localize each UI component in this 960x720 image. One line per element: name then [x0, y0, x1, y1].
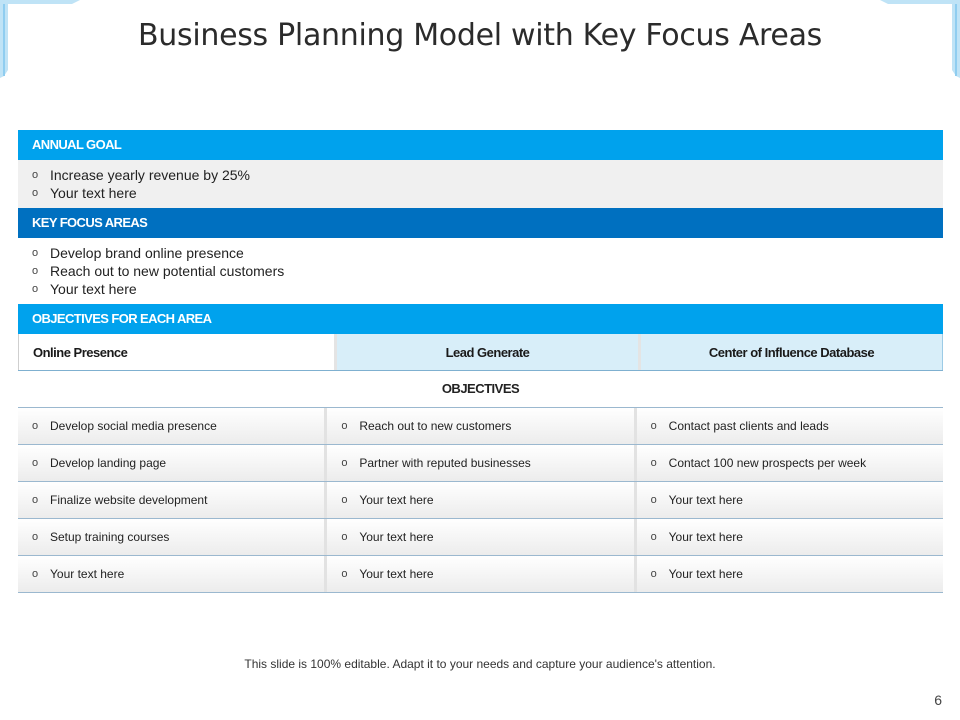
list-item [32, 244, 943, 262]
cell-text: Develop landing page [50, 456, 167, 470]
table-cell [634, 482, 943, 518]
list-item [32, 280, 943, 298]
cell-text: Your text here [359, 567, 434, 581]
table-row [18, 408, 943, 445]
bullet-icon: o [650, 457, 657, 469]
cell-text: Setup training courses [50, 530, 170, 544]
table-cell [18, 408, 324, 444]
planning-table [18, 130, 943, 593]
table-row [18, 445, 943, 482]
bullet-icon: o [32, 169, 39, 181]
cell-text: Your text here [668, 530, 743, 544]
cell-text: Your text here [50, 567, 125, 581]
bullet-icon: o [341, 568, 348, 580]
cell-text: Your text here [359, 530, 434, 544]
bullet-icon: o [650, 531, 657, 543]
bullet-icon: o [32, 265, 39, 277]
bullet-icon: o [341, 457, 348, 469]
list-item-text: Develop brand online presence [50, 245, 244, 261]
objectives-subheader: OBJECTIVES [18, 371, 943, 408]
table-row [18, 482, 943, 519]
table-cell [324, 482, 633, 518]
objectives-header: OBJECTIVES FOR EACH AREA [18, 304, 943, 334]
cell-text: Develop social media presence [50, 419, 217, 433]
list-item [32, 184, 943, 202]
key-focus-areas-list [18, 238, 943, 304]
footer-note: This slide is 100% editable. Adapt it to your needs and capture your audience's attention. [244, 657, 716, 671]
table-cell [324, 408, 633, 444]
bullet-icon: o [341, 531, 348, 543]
table-cell [18, 445, 324, 481]
table-cell [324, 519, 633, 555]
annual-goal-list [18, 160, 943, 208]
bullet-icon: o [650, 420, 657, 432]
table-cell [634, 408, 943, 444]
bullet-icon: o [650, 494, 657, 506]
bullet-icon: o [32, 494, 39, 506]
column-header-online-presence: Online Presence [18, 334, 334, 370]
list-item-text: Reach out to new potential customers [50, 263, 285, 279]
cell-text: Contact past clients and leads [668, 419, 829, 433]
table-row [18, 556, 943, 593]
list-item-text: Your text here [50, 281, 137, 297]
bullet-icon: o [32, 420, 39, 432]
column-header-lead-generate: Lead Generate [334, 334, 638, 370]
key-focus-areas-header: KEY FOCUS AREAS [18, 208, 943, 238]
cell-text: Your text here [359, 493, 434, 507]
list-item-text: Your text here [50, 185, 137, 201]
cell-text: Your text here [668, 493, 743, 507]
bullet-icon: o [32, 457, 39, 469]
bullet-icon: o [32, 531, 39, 543]
list-item [32, 166, 943, 184]
table-row [18, 519, 943, 556]
bullet-icon: o [341, 494, 348, 506]
bullet-icon: o [32, 283, 39, 295]
bullet-icon: o [341, 420, 348, 432]
table-cell [324, 445, 633, 481]
bullet-icon: o [32, 247, 39, 259]
column-header-influence-database: Center of Influence Database [638, 334, 943, 370]
cell-text: Finalize website development [50, 493, 208, 507]
list-item [32, 262, 943, 280]
table-cell [18, 482, 324, 518]
page-number: 6 [934, 692, 942, 708]
table-cell [324, 556, 633, 592]
annual-goal-header: ANNUAL GOAL [18, 130, 943, 160]
table-cell [634, 519, 943, 555]
table-cell [18, 519, 324, 555]
cell-text: Contact 100 new prospects per week [668, 456, 867, 470]
cell-text: Partner with reputed businesses [359, 456, 531, 470]
list-item-text: Increase yearly revenue by 25% [50, 167, 250, 183]
cell-text: Reach out to new customers [359, 419, 512, 433]
bullet-icon: o [650, 568, 657, 580]
bullet-icon: o [32, 187, 39, 199]
table-cell [634, 445, 943, 481]
table-header-row [18, 334, 943, 371]
table-cell [634, 556, 943, 592]
page-title: Business Planning Model with Key Focus Areas [138, 18, 822, 53]
cell-text: Your text here [668, 567, 743, 581]
bullet-icon: o [32, 568, 39, 580]
table-cell [18, 556, 324, 592]
